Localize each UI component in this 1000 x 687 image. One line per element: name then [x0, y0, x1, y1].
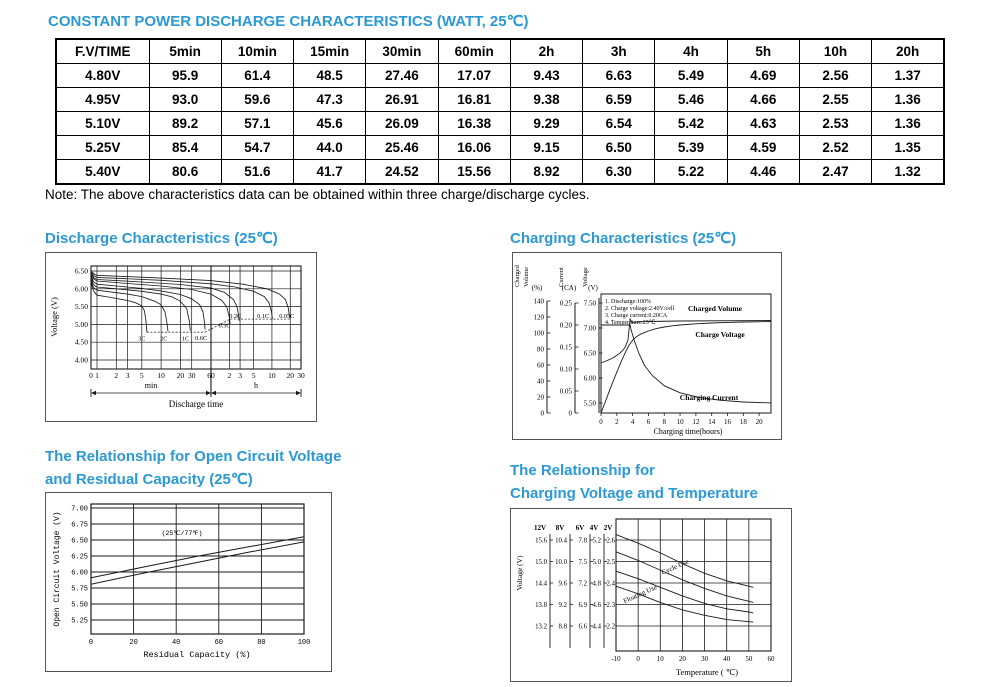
table-cell: 26.09: [366, 112, 438, 136]
svg-text:h: h: [254, 381, 258, 390]
svg-text:0.05C: 0.05C: [279, 312, 295, 320]
svg-text:6.75: 6.75: [71, 521, 88, 530]
table-body: [56, 64, 944, 185]
svg-text:140: 140: [533, 297, 544, 306]
svg-text:5.50: 5.50: [74, 302, 88, 312]
svg-text:4.4: 4.4: [592, 623, 601, 631]
svg-text:60: 60: [214, 639, 224, 647]
svg-text:0.6C: 0.6C: [195, 334, 208, 342]
svg-text:0: 0: [568, 409, 572, 418]
svg-text:4V: 4V: [589, 524, 599, 532]
svg-text:0.25: 0.25: [559, 299, 572, 308]
svg-text:6.00: 6.00: [583, 374, 596, 383]
table-cell: 4.95V: [56, 88, 149, 112]
svg-text:1C: 1C: [181, 335, 190, 343]
svg-text:40: 40: [171, 639, 181, 647]
table-cell: 5.22: [655, 160, 727, 185]
svg-text:0.15: 0.15: [559, 343, 572, 352]
svg-text:2.2: 2.2: [606, 623, 615, 631]
svg-text:6V: 6V: [575, 524, 585, 532]
svg-text:60: 60: [207, 371, 215, 380]
svg-text:10.4: 10.4: [555, 537, 567, 545]
svg-text:20: 20: [176, 371, 185, 380]
svg-text:5.0: 5.0: [592, 559, 601, 566]
table-header-cell: 10h: [799, 39, 871, 64]
svg-text:15.0: 15.0: [535, 559, 547, 566]
table-row: [56, 112, 944, 136]
ocv-chart-svg: [46, 493, 331, 671]
svg-text:5.00: 5.00: [74, 319, 88, 329]
table-cell: 2.52: [799, 136, 871, 160]
table-cell: 16.38: [438, 112, 510, 136]
svg-text:30: 30: [187, 371, 196, 380]
temp-chart-title: [510, 459, 758, 505]
table-cell: 17.07: [438, 64, 510, 88]
svg-text:30: 30: [297, 371, 305, 380]
svg-text:2: 2: [227, 371, 232, 380]
table-cell: 5.25V: [56, 136, 149, 160]
svg-text:Volume: Volume: [523, 266, 530, 287]
svg-text:20: 20: [537, 393, 544, 402]
svg-text:3C: 3C: [138, 335, 146, 343]
svg-text:2.3: 2.3: [606, 602, 615, 609]
svg-text:0.3C: 0.3C: [218, 322, 231, 330]
svg-text:Charged: Charged: [514, 265, 521, 287]
table-cell: 1.35: [872, 136, 944, 160]
table-cell: 2.56: [799, 64, 871, 88]
temp-chart: [510, 508, 792, 682]
svg-text:80: 80: [537, 345, 544, 354]
svg-text:0: 0: [599, 418, 603, 426]
table-header-cell: 2h: [510, 39, 582, 64]
table-cell: 1.36: [872, 88, 944, 112]
temp-chart-svg: [511, 509, 791, 681]
table-cell: 51.6: [221, 160, 293, 185]
table-cell: 5.46: [655, 88, 727, 112]
table-cell: 4.80V: [56, 64, 149, 88]
table-cell: 5.49: [655, 64, 727, 88]
svg-text:10.0: 10.0: [555, 559, 567, 566]
svg-text:6.6: 6.6: [578, 623, 587, 631]
table-header-cell: 3h: [583, 39, 655, 64]
svg-text:15.6: 15.6: [535, 537, 547, 545]
table-cell: 25.46: [366, 136, 438, 160]
temp-chart-title-line1: The Relationship for: [510, 462, 656, 479]
svg-text:0: 0: [540, 409, 544, 418]
table-cell: 80.6: [149, 160, 221, 185]
discharge-chart-title: Discharge Characteristics (25℃): [45, 230, 278, 247]
svg-text:6.50: 6.50: [74, 266, 88, 276]
svg-text:10: 10: [676, 418, 684, 426]
table-cell: 54.7: [221, 136, 293, 160]
table-cell: 24.52: [366, 160, 438, 185]
table-cell: 6.54: [583, 112, 655, 136]
svg-text:Charging time(hours): Charging time(hours): [653, 427, 723, 436]
svg-text:2.4: 2.4: [606, 580, 615, 588]
svg-text:0: 0: [88, 639, 94, 647]
svg-text:0: 0: [636, 655, 640, 663]
table-row: [56, 64, 944, 88]
table-cell: 2.47: [799, 160, 871, 185]
svg-text:Open Circuit Voltage (V): Open Circuit Voltage (V): [53, 511, 62, 627]
svg-text:6: 6: [646, 418, 651, 426]
page-title: CONSTANT POWER DISCHARGE CHARACTERISTICS (WATT, 25℃): [48, 13, 529, 30]
table-cell: 6.50: [583, 136, 655, 160]
ocv-chart-title: [45, 445, 341, 491]
svg-text:Current: Current: [558, 267, 565, 287]
svg-text:8V: 8V: [555, 524, 565, 532]
svg-text:5: 5: [139, 371, 144, 380]
table-cell: 1.37: [872, 64, 944, 88]
temp-chart-title-line2: Charging Voltage and Temperature: [510, 485, 758, 502]
svg-text:3: 3: [125, 371, 130, 380]
svg-text:4.8: 4.8: [592, 580, 601, 588]
svg-text:4.00: 4.00: [74, 355, 88, 365]
svg-text:6.9: 6.9: [578, 602, 587, 609]
table-row: [56, 88, 944, 112]
table-cell: 1.36: [872, 112, 944, 136]
svg-text:Charging Current: Charging Current: [679, 393, 739, 402]
table-note: Note: The above characteristics data can be obtained within three charge/discharge cycles.: [45, 187, 590, 202]
table-cell: 2.53: [799, 112, 871, 136]
svg-text:5.75: 5.75: [71, 585, 88, 594]
table-header-cell: 30min: [366, 39, 438, 64]
svg-text:(%): (%): [531, 284, 543, 292]
svg-text:10: 10: [157, 371, 165, 380]
svg-text:2V: 2V: [603, 524, 613, 532]
svg-text:6.00: 6.00: [71, 569, 88, 578]
table-cell: 15.56: [438, 160, 510, 185]
svg-text:2.6: 2.6: [606, 537, 615, 545]
svg-text:-10: -10: [611, 655, 621, 663]
svg-text:(V): (V): [588, 284, 598, 292]
svg-text:Floating Use: Floating Use: [622, 583, 659, 606]
table-cell: 4.69: [727, 64, 799, 88]
table-header-cell: 15min: [294, 39, 366, 64]
svg-text:2.5: 2.5: [606, 559, 615, 566]
table-head: [56, 39, 944, 64]
svg-text:0.10: 0.10: [559, 365, 572, 374]
table-cell: 93.0: [149, 88, 221, 112]
table-cell: 41.7: [294, 160, 366, 185]
table-header-cell: 5h: [727, 39, 799, 64]
svg-text:4. Temperature:25℃: 4. Temperature:25℃: [605, 320, 656, 326]
svg-text:12V: 12V: [533, 524, 547, 532]
svg-text:Voltage: Voltage: [582, 267, 589, 287]
svg-text:2C: 2C: [160, 335, 168, 343]
svg-text:0.2C: 0.2C: [229, 312, 242, 320]
svg-text:5: 5: [251, 371, 256, 380]
table-cell: 61.4: [221, 64, 293, 88]
table-cell: 6.59: [583, 88, 655, 112]
svg-text:Charge Voltage: Charge Voltage: [695, 330, 745, 339]
svg-text:6.25: 6.25: [71, 553, 88, 562]
table-cell: 8.92: [510, 160, 582, 185]
svg-text:40: 40: [537, 377, 544, 386]
svg-text:13.8: 13.8: [535, 602, 547, 609]
svg-text:3: 3: [238, 371, 242, 380]
table-cell: 9.38: [510, 88, 582, 112]
svg-text:0.1C: 0.1C: [257, 312, 270, 320]
table-cell: 4.59: [727, 136, 799, 160]
svg-text:6.50: 6.50: [71, 537, 88, 546]
table-cell: 6.63: [583, 64, 655, 88]
table-cell: 89.2: [149, 112, 221, 136]
svg-text:Temperature ( ℃): Temperature ( ℃): [675, 667, 739, 677]
charging-chart: [512, 252, 782, 440]
table-cell: 6.30: [583, 160, 655, 185]
svg-text:7.5: 7.5: [578, 559, 587, 566]
table-header-cell: 20h: [872, 39, 944, 64]
svg-text:4: 4: [630, 418, 635, 426]
table-cell: 16.06: [438, 136, 510, 160]
svg-text:7.00: 7.00: [583, 324, 596, 333]
svg-text:60: 60: [537, 361, 544, 370]
svg-text:7.2: 7.2: [578, 580, 587, 588]
svg-text:30: 30: [701, 655, 709, 663]
charging-chart-svg: [513, 253, 781, 439]
ocv-chart: [45, 492, 332, 672]
table-cell: 5.40V: [56, 160, 149, 185]
svg-text:0.20: 0.20: [559, 321, 572, 330]
svg-text:8.8: 8.8: [558, 623, 567, 631]
svg-text:2. Charge voltage:2.40V/cell: 2. Charge voltage:2.40V/cell: [605, 306, 675, 312]
ocv-chart-title-line1: The Relationship for Open Circuit Voltage: [45, 448, 342, 465]
svg-text:Discharge time: Discharge time: [168, 399, 224, 409]
table-header-cell: 10min: [221, 39, 293, 64]
svg-text:9.6: 9.6: [558, 580, 567, 588]
table-cell: 4.63: [727, 112, 799, 136]
svg-text:12: 12: [692, 418, 700, 426]
svg-text:100: 100: [297, 639, 311, 647]
table-cell: 5.10V: [56, 112, 149, 136]
svg-text:16: 16: [724, 418, 732, 426]
svg-text:Residual Capacity (%): Residual Capacity (%): [143, 650, 251, 660]
svg-text:14.4: 14.4: [535, 580, 547, 588]
svg-text:6.00: 6.00: [74, 284, 88, 294]
svg-text:7.00: 7.00: [71, 505, 88, 514]
svg-text:20: 20: [129, 639, 138, 647]
table-cell: 85.4: [149, 136, 221, 160]
table-cell: 57.1: [221, 112, 293, 136]
table-cell: 5.42: [655, 112, 727, 136]
table-cell: 47.3: [294, 88, 366, 112]
table-cell: 4.66: [727, 88, 799, 112]
table-cell: 44.0: [294, 136, 366, 160]
table-cell: 16.81: [438, 88, 510, 112]
svg-text:7.50: 7.50: [583, 299, 596, 308]
svg-text:1: 1: [95, 371, 99, 380]
svg-text:(25℃/77℉): (25℃/77℉): [161, 530, 203, 537]
svg-text:4.50: 4.50: [74, 337, 88, 347]
svg-text:(CA): (CA): [561, 284, 577, 292]
svg-text:20: 20: [286, 371, 295, 380]
table-header-cell: 60min: [438, 39, 510, 64]
svg-text:0.05: 0.05: [559, 387, 572, 396]
svg-text:Voltage (V): Voltage (V): [515, 555, 524, 591]
svg-text:4.6: 4.6: [592, 602, 601, 609]
table-cell: 95.9: [149, 64, 221, 88]
svg-text:2: 2: [615, 418, 619, 426]
svg-text:50: 50: [745, 655, 753, 663]
svg-text:20: 20: [755, 418, 763, 426]
svg-text:80: 80: [257, 639, 266, 647]
svg-text:5.50: 5.50: [583, 399, 596, 408]
svg-text:3. Charge current:0.20CA: 3. Charge current:0.20CA: [605, 313, 668, 319]
svg-text:9.2: 9.2: [558, 602, 567, 609]
svg-text:Cycle Use: Cycle Use: [660, 557, 691, 577]
svg-text:13.2: 13.2: [535, 623, 547, 631]
table-header-cell: F.V/TIME: [56, 39, 149, 64]
ocv-chart-title-line2: and Residual Capacity (25℃): [45, 471, 253, 488]
table-cell: 9.43: [510, 64, 582, 88]
svg-text:14: 14: [708, 418, 716, 426]
svg-text:60: 60: [767, 655, 775, 663]
charging-chart-title: Charging Characteristics (25℃): [510, 230, 737, 247]
discharge-chart: [45, 252, 317, 422]
svg-text:Charged Volume: Charged Volume: [688, 304, 742, 313]
svg-text:120: 120: [533, 313, 544, 322]
constant-power-table: [55, 38, 945, 185]
svg-text:8: 8: [662, 418, 667, 426]
table-row: [56, 160, 944, 185]
table-header-cell: 4h: [655, 39, 727, 64]
table-cell: 9.15: [510, 136, 582, 160]
table-cell: 48.5: [294, 64, 366, 88]
table-cell: 45.6: [294, 112, 366, 136]
table-cell: 9.29: [510, 112, 582, 136]
svg-text:min: min: [144, 381, 158, 390]
table-row: [56, 136, 944, 160]
svg-text:100: 100: [533, 329, 544, 338]
table-cell: 26.91: [366, 88, 438, 112]
svg-text:5.50: 5.50: [71, 601, 88, 610]
table-cell: 2.55: [799, 88, 871, 112]
discharge-chart-svg: [46, 253, 316, 421]
svg-text:20: 20: [678, 655, 686, 663]
svg-text:2: 2: [114, 371, 119, 380]
svg-text:18: 18: [739, 418, 747, 426]
svg-text:Voltage (V): Voltage (V): [49, 297, 59, 337]
svg-text:5.25: 5.25: [71, 617, 88, 626]
svg-text:0: 0: [89, 371, 93, 380]
table-cell: 5.39: [655, 136, 727, 160]
svg-text:7.8: 7.8: [578, 537, 587, 545]
svg-text:6.50: 6.50: [583, 349, 596, 358]
table-cell: 27.46: [366, 64, 438, 88]
table-cell: 4.46: [727, 160, 799, 185]
table-cell: 1.32: [872, 160, 944, 185]
svg-text:40: 40: [723, 655, 731, 663]
svg-text:5.2: 5.2: [592, 537, 601, 545]
table-header-row: [56, 39, 944, 64]
svg-text:10: 10: [268, 371, 276, 380]
svg-text:1. Discharge:100%: 1. Discharge:100%: [605, 299, 651, 305]
svg-text:10: 10: [656, 655, 664, 663]
table-header-cell: 5min: [149, 39, 221, 64]
table-cell: 59.6: [221, 88, 293, 112]
